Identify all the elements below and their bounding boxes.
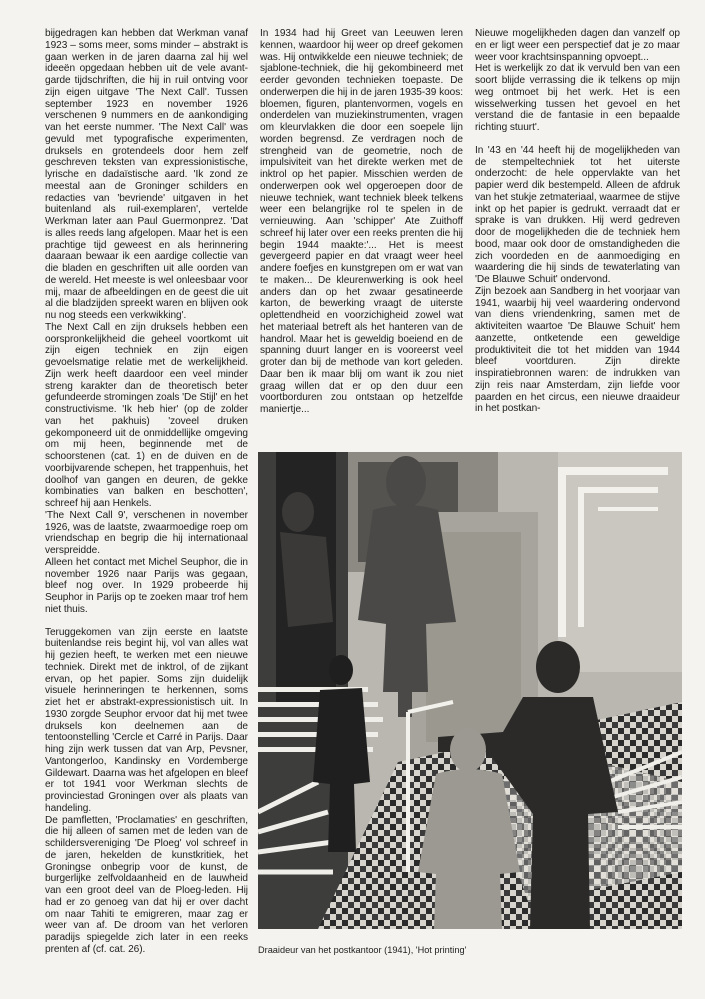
- paragraph: Nieuwe mogelijkheden dagen dan vanzelf op en er ligt weer een perspectief dat je zo maar weer voor krachtsinspanning opvoept...: [475, 28, 680, 63]
- text-column-2: [260, 28, 463, 416]
- paragraph: Teruggekomen van zijn eerste en laatste buitenlandse reis begint hij, vol van alles wat hij gezien heeft, te werken met een nieuwe techniek. Direkt met de inktrol, of de zijkant ervan, op het papier. Soms zijn duidelijk visuele herinneringen te herkennen, soms ziet het er abstrakt-expressionistisch uit. In 1930 zorgde Seuphor ervoor dat hij met twee druksels kon deelnemen aan de tentoonstelling 'Cercle et Carré in Parijs. Daar hing zijn werk tussen dat van Arp, Pevsner, Vantongerloo, Kandinsky en Vordemberge Gildewart. Daarna was het afgelopen en bleef er tot 1941 voor Werkman slechts de provinciestad Groningen over als plaats van handeling.: [45, 626, 248, 814]
- paragraph: The Next Call en zijn druksels hebben een oorspronkelijkheid die geheel voortkomt uit zijn eigen techniek en zijn eigen gevoelsmatige relatie met de werkelijkheid. Zijn werk heeft daardoor een veel minder streng karakter dan de theoretisch beter gefundeerde stromingen zoals 'De Stijl' en het constructivisme. 'Ik heb hier' (op de zolder van het pakhuis) 'zoveel druken gekomponeerd uit de onmiddellijke omgeving om mij heen, beginnende met de schoorstenen (cat. 1) en de duiven en de voorbijvarende schepen, het trappenhuis, het doolhof van gangen en deuren, de gekke kombinaties van balken en beschotten', schreef hij aan Henkels.: [45, 321, 248, 509]
- paragraph: bijgedragen kan hebben dat Werkman vanaf 1923 – soms meer, soms minder – abstrakt is gaan werken in de jaren daarna zal hij wel ideeën opgedaan hebben uit de vele avant-garde tijdschriften, die hij in ruil ontving voor zijn eigen uitgave 'The Next Call'. Tussen september 1923 en november 1926 verschenen 9 nummers en de aankondiging van het eerste nummer. 'The Next Call' was gevuld met typografische experimenten, druksels en grotendeels door hem zelf geschreven teksten van expressionistische, lyrische en dadaïstische aard. 'Ik zond ze meestal aan de Groninger schilders en redacties van 'bevriende' uitgaven in het buitenland als ruil-exemplaren', vertelde Werkman later aan Paul Guermonprez. 'Dat is alles reeds lang afgelopen. Maar het is een prachtige tijd geweest en als herinnering daaraan bewaar ik een aardige collectie van die bladen en geschriften uit alle oorden van de wereld. Het meeste is wel onleesbaar voor mij, maar de afbeeldingen en de geest die uit al die bladzijden spreekt waren en blijven ook nu nog steeds een verkwikking'.: [45, 28, 248, 321]
- paragraph: Alleen het contact met Michel Seuphor, die in november 1926 naar Parijs was gegaan, bleef nog over. In 1929 probeerde hij Seuphor in Parijs op te zoeken maar trof hem niet thuis.: [45, 556, 248, 615]
- figure-caption: Draaideur van het postkantoor (1941), 'Hot printing': [258, 945, 467, 955]
- paragraph: In '43 en '44 heeft hij de mogelijkheden van de stempeltechniek tot het uiterste onderzocht: de hele oppervlakte van het papier werd dik bestempeld. Alleen de afdruk van het stukje zetmateriaal, waarmee de stijve inkt op het papier is gedrukt. verraadt dat er sprake is van drukken. Hij werd gedreven door de mogelijkheden die de techniek hem bood, maar ook door de omstandigheden die zich voordeden en de aanmoediging en waardering die hij sinds de tewaterlating van 'De Blauwe Schuit' ondervond.: [475, 144, 680, 285]
- artwork-image: [258, 452, 682, 929]
- paragraph: Zijn bezoek aan Sandberg in het voorjaar van 1941, waarbij hij veel waardering ondervond van diens vriendenkring, samen met de aktiviteiten waartoe 'De Blauwe Schuit' hem aanzette, ontketende een geweldige produktiviteit die tot het midden van 1944 bleef voortduren. Zijn direkte inspiratiebronnen waren: de indrukken van zijn reis naar Amsterdam, zijn liefde voor paarden en het circus, een nieuwe draaideur in het postkan-: [475, 285, 680, 415]
- paragraph: De pamfletten, 'Proclamaties' en geschriften, die hij alleen of samen met de leden van de schildersvereniging 'De Ploeg' vol schreef in de jaren, hekelden de kunstkritiek, het Groningse onbegrip voor de kunst, de burgerlijke zelfvoldaanheid en de lauwheid van een groot deel van de Ploeg-leden. Hij had er zo genoeg van dat hij er over dacht om naar Tahiti te emigreren, maar zag er weer van af. De droom van het verloren paradijs spiegelde zich later in een reeks prenten af (cf. cat. 26).: [45, 814, 248, 955]
- paragraph: 'The Next Call 9', verschenen in november 1926, was de laatste, zwaarmoedige roep om vriendschap en begrip die hij internationaal verspreidde.: [45, 509, 248, 556]
- text-column-3: [475, 28, 680, 415]
- paragraph: In 1934 had hij Greet van Leeuwen leren kennen, waardoor hij weer op dreef gekomen was. Hij ontwikkelde een nieuwe techniek; de sjablone-techniek, die hij gekombineerd met eerder gevonden technieken toepaste. De onderwerpen die hij in de jaren 1935-39 koos: bloemen, figuren, plantenvormen, vogels en onderdelen van muziekinstrumenten, vragen om kleurvlakken die door een soepele lijn worden begrensd. Ze verdragen noch de strengheid van de geometrie, noch de impulsiviteit van het direkte werken met de inktrol op het papier. Misschien werden de onderwerpen ook wel opgeroepen door de nieuwe techniek, want techniek bleek telkens weer een belangrijke rol te spelen in de vernieuwing. Aan 'schipper' Ate Zuithoff schreef hij later over een reeks prenten die hij begin 1944 maakte:'... Het is meest gevergeerd papier en dat vraagt weer heel andere foefjes en kunstgrepen om er wat van te maken... De kleurenwerking is ook heel anders dan op het zwaar gesatineerde karton, de bewerking vraagt de uiterste oplettendheid en voorzichigheid zowel wat het materiaal betreft als het hanteren van de handrol. Maar het is geweldig boeiend en de spanning duurt langer en is vooreerst veel groter dan bij de methode van kort geleden. Daar ben ik maar blij om want ik zou niet graag willen dat er op den duur een voortborduren zou ontstaan op hetzelfde maniertje...: [260, 28, 463, 415]
- text-column-1: [45, 28, 248, 956]
- paragraph: Het is werkelijk zo dat ik vervuld ben van een soort blijde verrassing die ik telkens op mijn weg ontmoet bij het werk. Het is een wisselwerking tussen het gevoel en het verstand die de fantasie in een bepaalde richting stuurt'.: [475, 63, 680, 133]
